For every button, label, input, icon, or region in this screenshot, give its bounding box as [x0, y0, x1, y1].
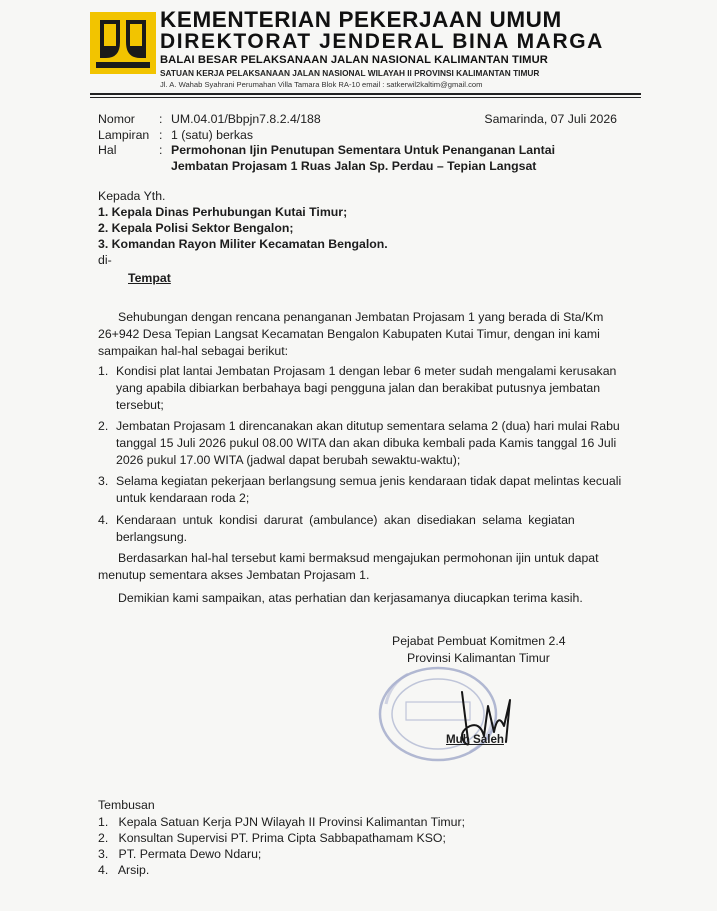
- tembusan-item: 2. Konsultan Supervisi PT. Prima Cipta Sabbapathamam KSO;: [98, 831, 446, 845]
- nomor-colon: :: [159, 112, 163, 126]
- hal-label: Hal: [98, 143, 117, 157]
- intro-line: sampaikan hal-hal sebagai berikut:: [98, 344, 289, 358]
- point-number: 3.: [98, 474, 109, 488]
- greeting: Kepada Yth.: [98, 189, 166, 203]
- closing-line: Berdasarkan hal-hal tersebut kami bermaksud mengajukan permohonan ijin untuk dapat: [118, 551, 599, 565]
- intro-line: 26+942 Desa Tepian Langsat Kecamatan Bengalon Kabupaten Kutai Timur, dengan ini kami: [98, 327, 600, 341]
- point-number: 1.: [98, 364, 109, 378]
- letterhead-balai: BALAI BESAR PELAKSANAAN JALAN NASIONAL KALIMANTAN TIMUR: [160, 54, 548, 66]
- tembusan-item: 3. PT. Permata Dewo Ndaru;: [98, 847, 262, 861]
- nomor-label: Nomor: [98, 112, 135, 126]
- letterhead-directorate: DIREKTORAT JENDERAL BINA MARGA: [160, 30, 604, 53]
- closing-thanks: Demikian kami sampaikan, atas perhatian dan kerjasamanya diucapkan terima kasih.: [118, 591, 583, 605]
- tembusan-item: 1. Kepala Satuan Kerja PJN Wilayah II Provinsi Kalimantan Timur;: [98, 815, 466, 829]
- point-line: yang apabila dibiarkan berbahaya bagi pengguna jalan dan berakibat putusnya jembatan: [116, 381, 601, 395]
- letterhead-divider-thin: [90, 97, 641, 98]
- lampiran-value: 1 (satu) berkas: [171, 128, 254, 142]
- recipient-item: 1. Kepala Dinas Perhubungan Kutai Timur;: [98, 205, 348, 219]
- hal-colon: :: [159, 143, 163, 157]
- point-line: berlangsung.: [116, 530, 188, 544]
- point-line: tanggal 15 Juli 2026 pukul 08.00 WITA dan akan dibuka kembali pada Kamis tanggal 16 Juli: [116, 436, 617, 450]
- lampiran-colon: :: [159, 128, 163, 142]
- point-number: 2.: [98, 419, 109, 433]
- nomor-value: UM.04.01/Bbpjn7.8.2.4/188: [171, 112, 321, 126]
- point-number: 4.: [98, 513, 109, 527]
- di-label: di-: [98, 253, 112, 267]
- point-line: untuk kendaraan roda 2;: [116, 491, 250, 505]
- tempat-label: Tempat: [128, 271, 171, 285]
- point-line: Kendaraan untuk kondisi darurat (ambulance) akan disediakan selama kegiatan: [116, 513, 575, 527]
- point-line: 2026 pukul 17.00 WITA (jadwal dapat berubah sewaktu-waktu);: [116, 453, 461, 467]
- lampiran-label: Lampiran: [98, 128, 150, 142]
- point-line: Jembatan Projasam 1 direncanakan akan ditutup sementara selama 2 (dua) hari mulai Rabu: [116, 419, 620, 433]
- tembusan-heading: Tembusan: [98, 798, 155, 812]
- point-line: tersebut;: [116, 398, 164, 412]
- point-line: Kondisi plat lantai Jembatan Projasam 1 dengan lebar 6 meter sudah mengalami kerusakan: [116, 364, 617, 378]
- letterhead-satker: SATUAN KERJA PELAKSANAAN JALAN NASIONAL WILAYAH II PROVINSI KALIMANTAN TIMUR: [160, 68, 540, 78]
- signer-title: Pejabat Pembuat Komitmen 2.4: [392, 634, 566, 648]
- tembusan-item: 4. Arsip.: [98, 863, 150, 877]
- signer-name: Muh Saleh: [446, 733, 504, 746]
- hal-subject-line1: Permohonan Ijin Penutupan Sementara Untuk Penanganan Lantai: [171, 143, 555, 157]
- recipient-item: 3. Komandan Rayon Militer Kecamatan Bengalon.: [98, 237, 388, 251]
- closing-line: menutup sementara akses Jembatan Projasam 1.: [98, 568, 370, 582]
- signer-province: Provinsi Kalimantan Timur: [407, 651, 550, 665]
- ministry-logo-icon: [90, 12, 156, 74]
- recipient-item: 2. Kepala Polisi Sektor Bengalon;: [98, 221, 294, 235]
- letterhead-ministry: KEMENTERIAN PEKERJAAN UMUM: [160, 7, 562, 32]
- point-line: Selama kegiatan pekerjaan berlangsung semua jenis kendaraan tidak dapat melintas kecuali: [116, 474, 622, 488]
- place-date: Samarinda, 07 Juli 2026: [484, 112, 617, 126]
- intro-line: Sehubungan dengan rencana penanganan Jembatan Projasam 1 yang berada di Sta/Km: [118, 310, 604, 324]
- hal-subject-line2: Jembatan Projasam 1 Ruas Jalan Sp. Perdau – Tepian Langsat: [171, 159, 537, 173]
- letterhead-divider: [90, 93, 641, 95]
- letterhead-address: Jl. A. Wahab Syahrani Perumahan Villa Tamara Blok RA-10 email : satkerwil2kaltim@gmail.com: [160, 80, 483, 89]
